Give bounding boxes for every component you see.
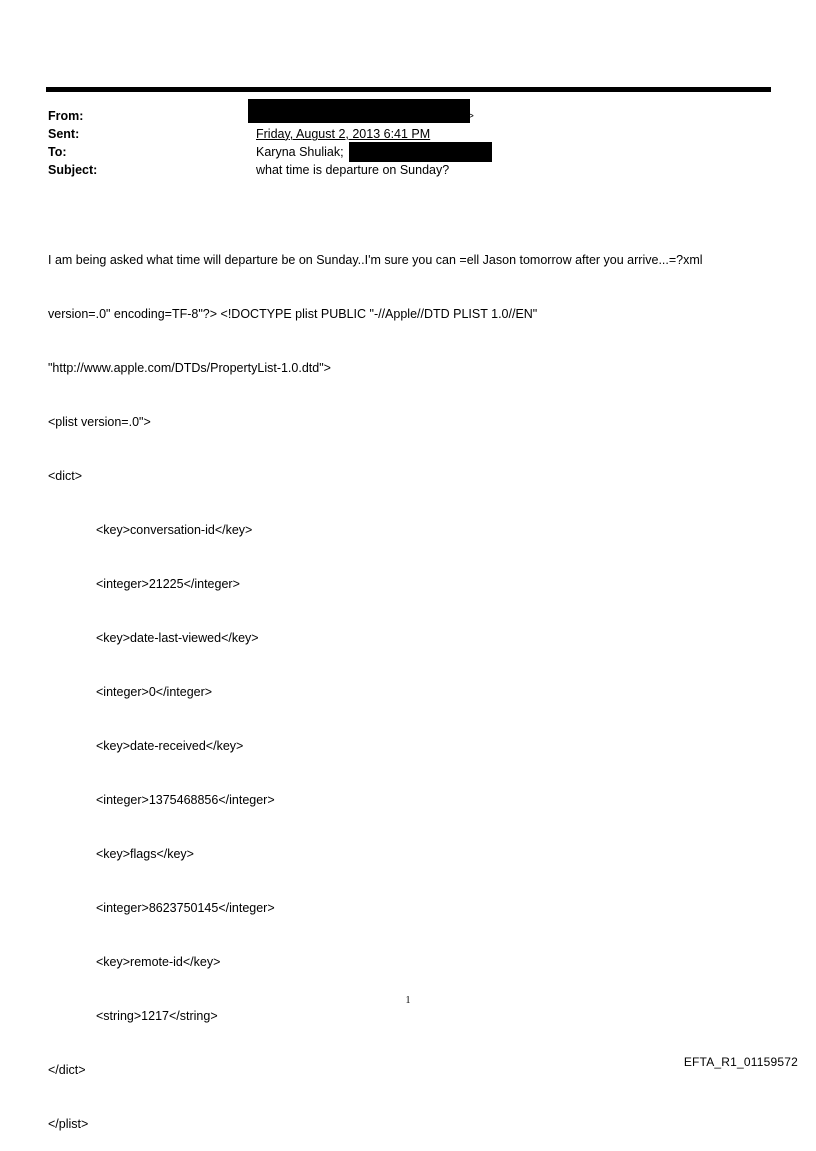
- sent-value: Friday, August 2, 2013 6:41 PM: [256, 127, 431, 141]
- subject-row: [48, 161, 748, 179]
- body-indented-line: <integer>21225</integer>: [96, 577, 240, 591]
- body-closing-line: </dict>: [48, 1063, 86, 1077]
- from-trailing-bracket: >: [468, 111, 474, 122]
- body-indented-line: <key>flags</key>: [96, 847, 194, 861]
- subject-value: what time is departure on Sunday?: [256, 163, 450, 177]
- body-indented-line: <key>date-last-viewed</key>: [96, 631, 259, 645]
- body-indented-line: <key>conversation-id</key>: [96, 523, 253, 537]
- body-indented-line: <key>date-received</key>: [96, 739, 244, 753]
- sent-label: Sent:: [48, 127, 80, 141]
- body-indented-line: <string>1217</string>: [96, 1009, 218, 1023]
- redaction-block-from: [248, 99, 470, 123]
- email-body: [48, 215, 768, 1151]
- redaction-block-to: [349, 142, 492, 162]
- subject-label: Subject:: [48, 163, 98, 177]
- from-label: From:: [48, 109, 84, 123]
- body-indented-line: <key>remote-id</key>: [96, 955, 221, 969]
- body-closing-line: </plist>: [48, 1117, 89, 1131]
- sent-row: [48, 125, 748, 143]
- body-line: <plist version=.0">: [48, 415, 151, 429]
- to-label: To:: [48, 145, 67, 159]
- body-indented-line: <integer>0</integer>: [96, 685, 213, 699]
- header-rule: [46, 87, 771, 92]
- body-indented-line: <integer>1375468856</integer>: [96, 793, 275, 807]
- page-number: 1: [405, 995, 411, 1006]
- body-line: I am being asked what time will departure be on Sunday..I'm sure you can =ell Jason tomorrow after you arrive...=?xml: [48, 253, 703, 267]
- to-value: Karyna Shuliak;: [256, 145, 344, 159]
- body-indented-line: <integer>8623750145</integer>: [96, 901, 275, 915]
- body-line: "http://www.apple.com/DTDs/PropertyList-1.0.dtd">: [48, 361, 331, 375]
- body-line: version=.0" encoding=TF-8"?> <!DOCTYPE plist PUBLIC "-//Apple//DTD PLIST 1.0//EN": [48, 307, 538, 321]
- body-line: <dict>: [48, 469, 83, 483]
- bates-number: EFTA_R1_01159572: [683, 1055, 798, 1069]
